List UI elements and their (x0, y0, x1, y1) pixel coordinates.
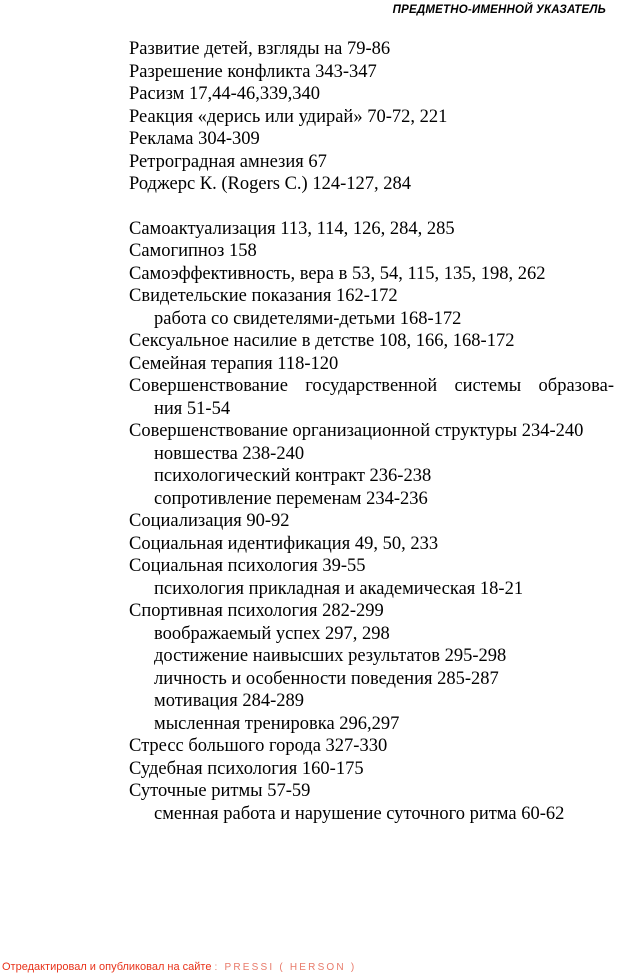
index-subentry: личность и особенности поведения 285-287 (154, 668, 499, 689)
index-entry: Ретроградная амнезия 67 (129, 151, 327, 172)
index-subentry: психологический контракт 236-238 (154, 466, 432, 486)
index-entry-continuation: ния 51-54 (154, 398, 231, 419)
index-entry: Роджерс К. (Rogers С.) 124-127, 284 (129, 174, 411, 194)
index-entry: Реклама 304-309 (129, 129, 260, 149)
index-entry: Стресс большого города 327-330 (129, 736, 388, 756)
index-entry: Расизм 17,44-46,339,340 (129, 84, 321, 104)
footer-credit: Отредактировал и опубликовал на сайте (2, 961, 212, 973)
index-subentry: сменная работа и нарушение суточного ритма 60-62 (154, 803, 565, 824)
index-subentry: достижение наивысших результатов 295-298 (154, 646, 507, 666)
index-entry: Социализация 90-92 (129, 511, 290, 531)
group-separator (129, 196, 614, 218)
running-head: ПРЕДМЕТНО-ИМЕННОЙ УКАЗАТЕЛЬ (392, 4, 606, 16)
index-entry: Совершенствование государственной системы образова- (129, 376, 614, 396)
index-entry: Свидетельские показания 162-172 (129, 286, 398, 306)
subject-index (129, 38, 614, 825)
index-entry: Социальная психология 39-55 (129, 556, 366, 576)
index-entry: Социальная идентификация 49, 50, 233 (129, 533, 439, 554)
index-subentry: сопротивление переменам 234-236 (154, 488, 428, 509)
index-subentry: новшества 238-240 (154, 443, 305, 464)
footer-credit-line (2, 961, 356, 973)
index-entry: Суточные ритмы 57-59 (129, 781, 311, 801)
footer-site-link[interactable]: : PRESSI ( HERSON ) (214, 962, 357, 973)
index-entry: Самоактуализация 113, 114, 126, 284, 285 (129, 218, 455, 239)
index-entry: Сексуальное насилие в детстве 108, 166, 168-172 (129, 331, 515, 351)
index-subentry: психология прикладная и академическая 18-21 (154, 578, 524, 599)
index-entry: Реакция «дерись или удирай» 70-72, 221 (129, 106, 448, 127)
index-entry: Самогипноз 158 (129, 241, 257, 261)
index-subentry: работа со свидетелями-детьми 168-172 (154, 308, 462, 329)
index-subentry: мысленная тренировка 296,297 (154, 713, 400, 734)
index-entry: Судебная психология 160-175 (129, 758, 364, 779)
index-entry: Спортивная психология 282-299 (129, 601, 384, 621)
index-subentry: мотивация 284-289 (154, 691, 304, 711)
index-entry: Семейная терапия 118-120 (129, 353, 339, 374)
index-entry: Разрешение конфликта 343-347 (129, 61, 377, 82)
index-entry: Развитие детей, взгляды на 79-86 (129, 39, 391, 59)
index-entry: Совершенствование организационной структуры 234-240 (129, 421, 584, 441)
index-subentry: воображаемый успех 297, 298 (154, 623, 390, 644)
index-entry: Самоэффективность, вера в 53, 54, 115, 135, 198, 262 (129, 263, 546, 284)
